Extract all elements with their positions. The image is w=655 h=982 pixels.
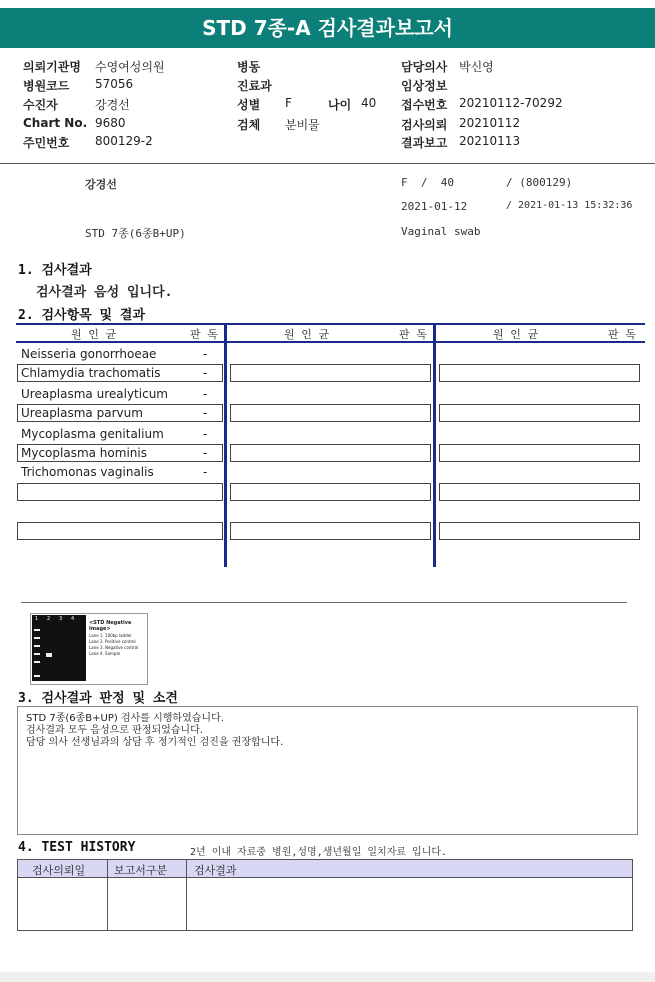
field-value: F (285, 96, 292, 110)
specimen-type: Vaginal swab (401, 225, 481, 238)
gel-legend-item: Lane 3. Negative control (89, 645, 139, 650)
table-row (230, 444, 431, 462)
field-label: 검사의뢰 (401, 118, 448, 132)
report-datetime: / 2021-01-13 15:32:36 (506, 200, 633, 211)
field-label: 의뢰기관명 (23, 60, 81, 74)
field-value: 박신영 (459, 60, 494, 74)
organism-name: Mycoplasma genitalium (21, 427, 164, 441)
field-label: 나이 (328, 98, 352, 112)
table-header-col2 (229, 324, 434, 341)
section-1-title: 1. 검사결과 (18, 263, 92, 278)
receipt-date: 2021-01-12 (401, 200, 468, 213)
lane-number: 3 (59, 616, 63, 622)
field-value: 분비물 (285, 118, 320, 132)
gel-legend-item: Lane 2. Positive control (89, 639, 136, 644)
field-label: 성별 (237, 98, 261, 112)
gel-title: <STD Negative Image> (89, 620, 132, 632)
table-row (439, 483, 640, 501)
result-summary: 검사결과 음성 입니다. (36, 285, 173, 300)
lane-number: 4 (71, 616, 75, 622)
field-value: 강경선 (95, 98, 130, 112)
field-value: 9680 (95, 116, 126, 130)
table-row (439, 364, 640, 382)
patient-birth: / (800129) (506, 176, 573, 189)
field-label: 병원코드 (23, 79, 70, 93)
gel-legend-item: Lane 4. Sample (89, 651, 121, 656)
lane-number: 2 (47, 616, 51, 622)
history-header (18, 860, 632, 878)
table-row (17, 483, 223, 501)
column-divider (433, 324, 436, 567)
field-value: 20210113 (459, 134, 521, 148)
comment-line: 검사결과 모두 음성으로 판정되었습니다. (26, 725, 203, 736)
table-row (439, 444, 640, 462)
judgement-header: 판 독 (608, 328, 636, 341)
organism-header: 원 인 균 (71, 328, 117, 341)
organism-result: - (203, 446, 208, 460)
gel-electrophoresis (32, 615, 86, 681)
gel-band (34, 653, 40, 655)
gel-band (34, 629, 40, 631)
field-label: 진료과 (237, 79, 272, 93)
field-label: 병동 (237, 60, 261, 74)
section-4-title: 4. TEST HISTORY (18, 840, 136, 855)
organism-name: Mycoplasma hominis (21, 446, 147, 460)
organism-result: - (203, 406, 208, 420)
field-value: 40 (361, 96, 377, 110)
gel-band (34, 661, 40, 663)
field-label: 접수번호 (401, 98, 448, 112)
history-col-request-date: 검사의뢰일 (32, 864, 86, 877)
table-row (439, 404, 640, 422)
gel-image (30, 613, 148, 685)
history-col-result: 검사결과 (194, 864, 237, 877)
field-label: 검체 (237, 118, 261, 132)
field-value: 800129-2 (95, 134, 153, 148)
table-row (439, 522, 640, 540)
field-label: 수진자 (23, 98, 58, 112)
gel-image-frame (21, 602, 627, 689)
gel-band (34, 645, 40, 647)
history-col-report-type: 보고서구분 (114, 864, 168, 877)
history-note: 2년 이내 자료중 병원,성명,생년월일 일치자료 입니다. (190, 847, 448, 858)
judgement-header: 판 독 (190, 328, 218, 341)
report-title: STD 7종-A 검사결과보고서 (0, 8, 655, 48)
field-value: 수영여성의원 (95, 60, 165, 74)
field-value: 20210112 (459, 116, 521, 130)
section-3-title: 3. 검사결과 판정 및 소견 (18, 691, 178, 706)
comment-line: 담당 의사 선생님과의 상담 후 정기적인 검진을 권장합니다. (26, 737, 284, 748)
lane-number: 1 (35, 616, 39, 622)
organism-result: - (203, 427, 208, 441)
field-label: 임상정보 (401, 79, 448, 93)
table-row (230, 404, 431, 422)
field-label: 담당의사 (401, 60, 448, 74)
history-table (17, 859, 633, 931)
gel-band (34, 637, 40, 639)
patient-sex-age: F / 40 (401, 176, 454, 189)
organism-name: Neisseria gonorrhoeae (21, 347, 157, 361)
table-header-col3 (438, 324, 645, 341)
organism-header: 원 인 균 (493, 328, 539, 341)
field-value: 20210112-70292 (459, 96, 563, 110)
field-label: 결과보고 (401, 136, 448, 150)
organism-result: - (203, 347, 208, 361)
gel-band (34, 675, 40, 677)
organism-name: Chlamydia trachomatis (21, 366, 161, 380)
organism-result: - (203, 465, 208, 479)
organism-result: - (203, 366, 208, 380)
table-row (230, 483, 431, 501)
gel-legend-item: Lane 1. 100bp ladder (89, 633, 132, 638)
organism-header: 원 인 균 (284, 328, 330, 341)
judgement-header: 판 독 (399, 328, 427, 341)
table-row (230, 364, 431, 382)
test-name: STD 7종(6종B+UP) (85, 227, 186, 240)
column-divider (224, 324, 227, 567)
patient-name: 강경선 (85, 178, 117, 191)
section-2-title: 2. 검사항목 및 결과 (18, 308, 146, 323)
table-row (230, 522, 431, 540)
history-divider (107, 860, 108, 930)
field-label: Chart No. (23, 116, 88, 130)
comment-line: STD 7종(6종B+UP) 검사를 시행하였습니다. (26, 713, 224, 724)
field-value: 57056 (95, 77, 134, 91)
field-label: 주민번호 (23, 136, 70, 150)
organism-name: Ureaplasma parvum (21, 406, 143, 420)
table-row (17, 522, 223, 540)
organism-result: - (203, 387, 208, 401)
history-divider (186, 860, 187, 930)
table-header-col1 (16, 324, 226, 341)
organism-name: Ureaplasma urealyticum (21, 387, 168, 401)
header-divider (0, 163, 655, 164)
comment-box (17, 706, 638, 835)
organism-name: Trichomonas vaginalis (21, 465, 154, 479)
gel-band (46, 655, 52, 657)
